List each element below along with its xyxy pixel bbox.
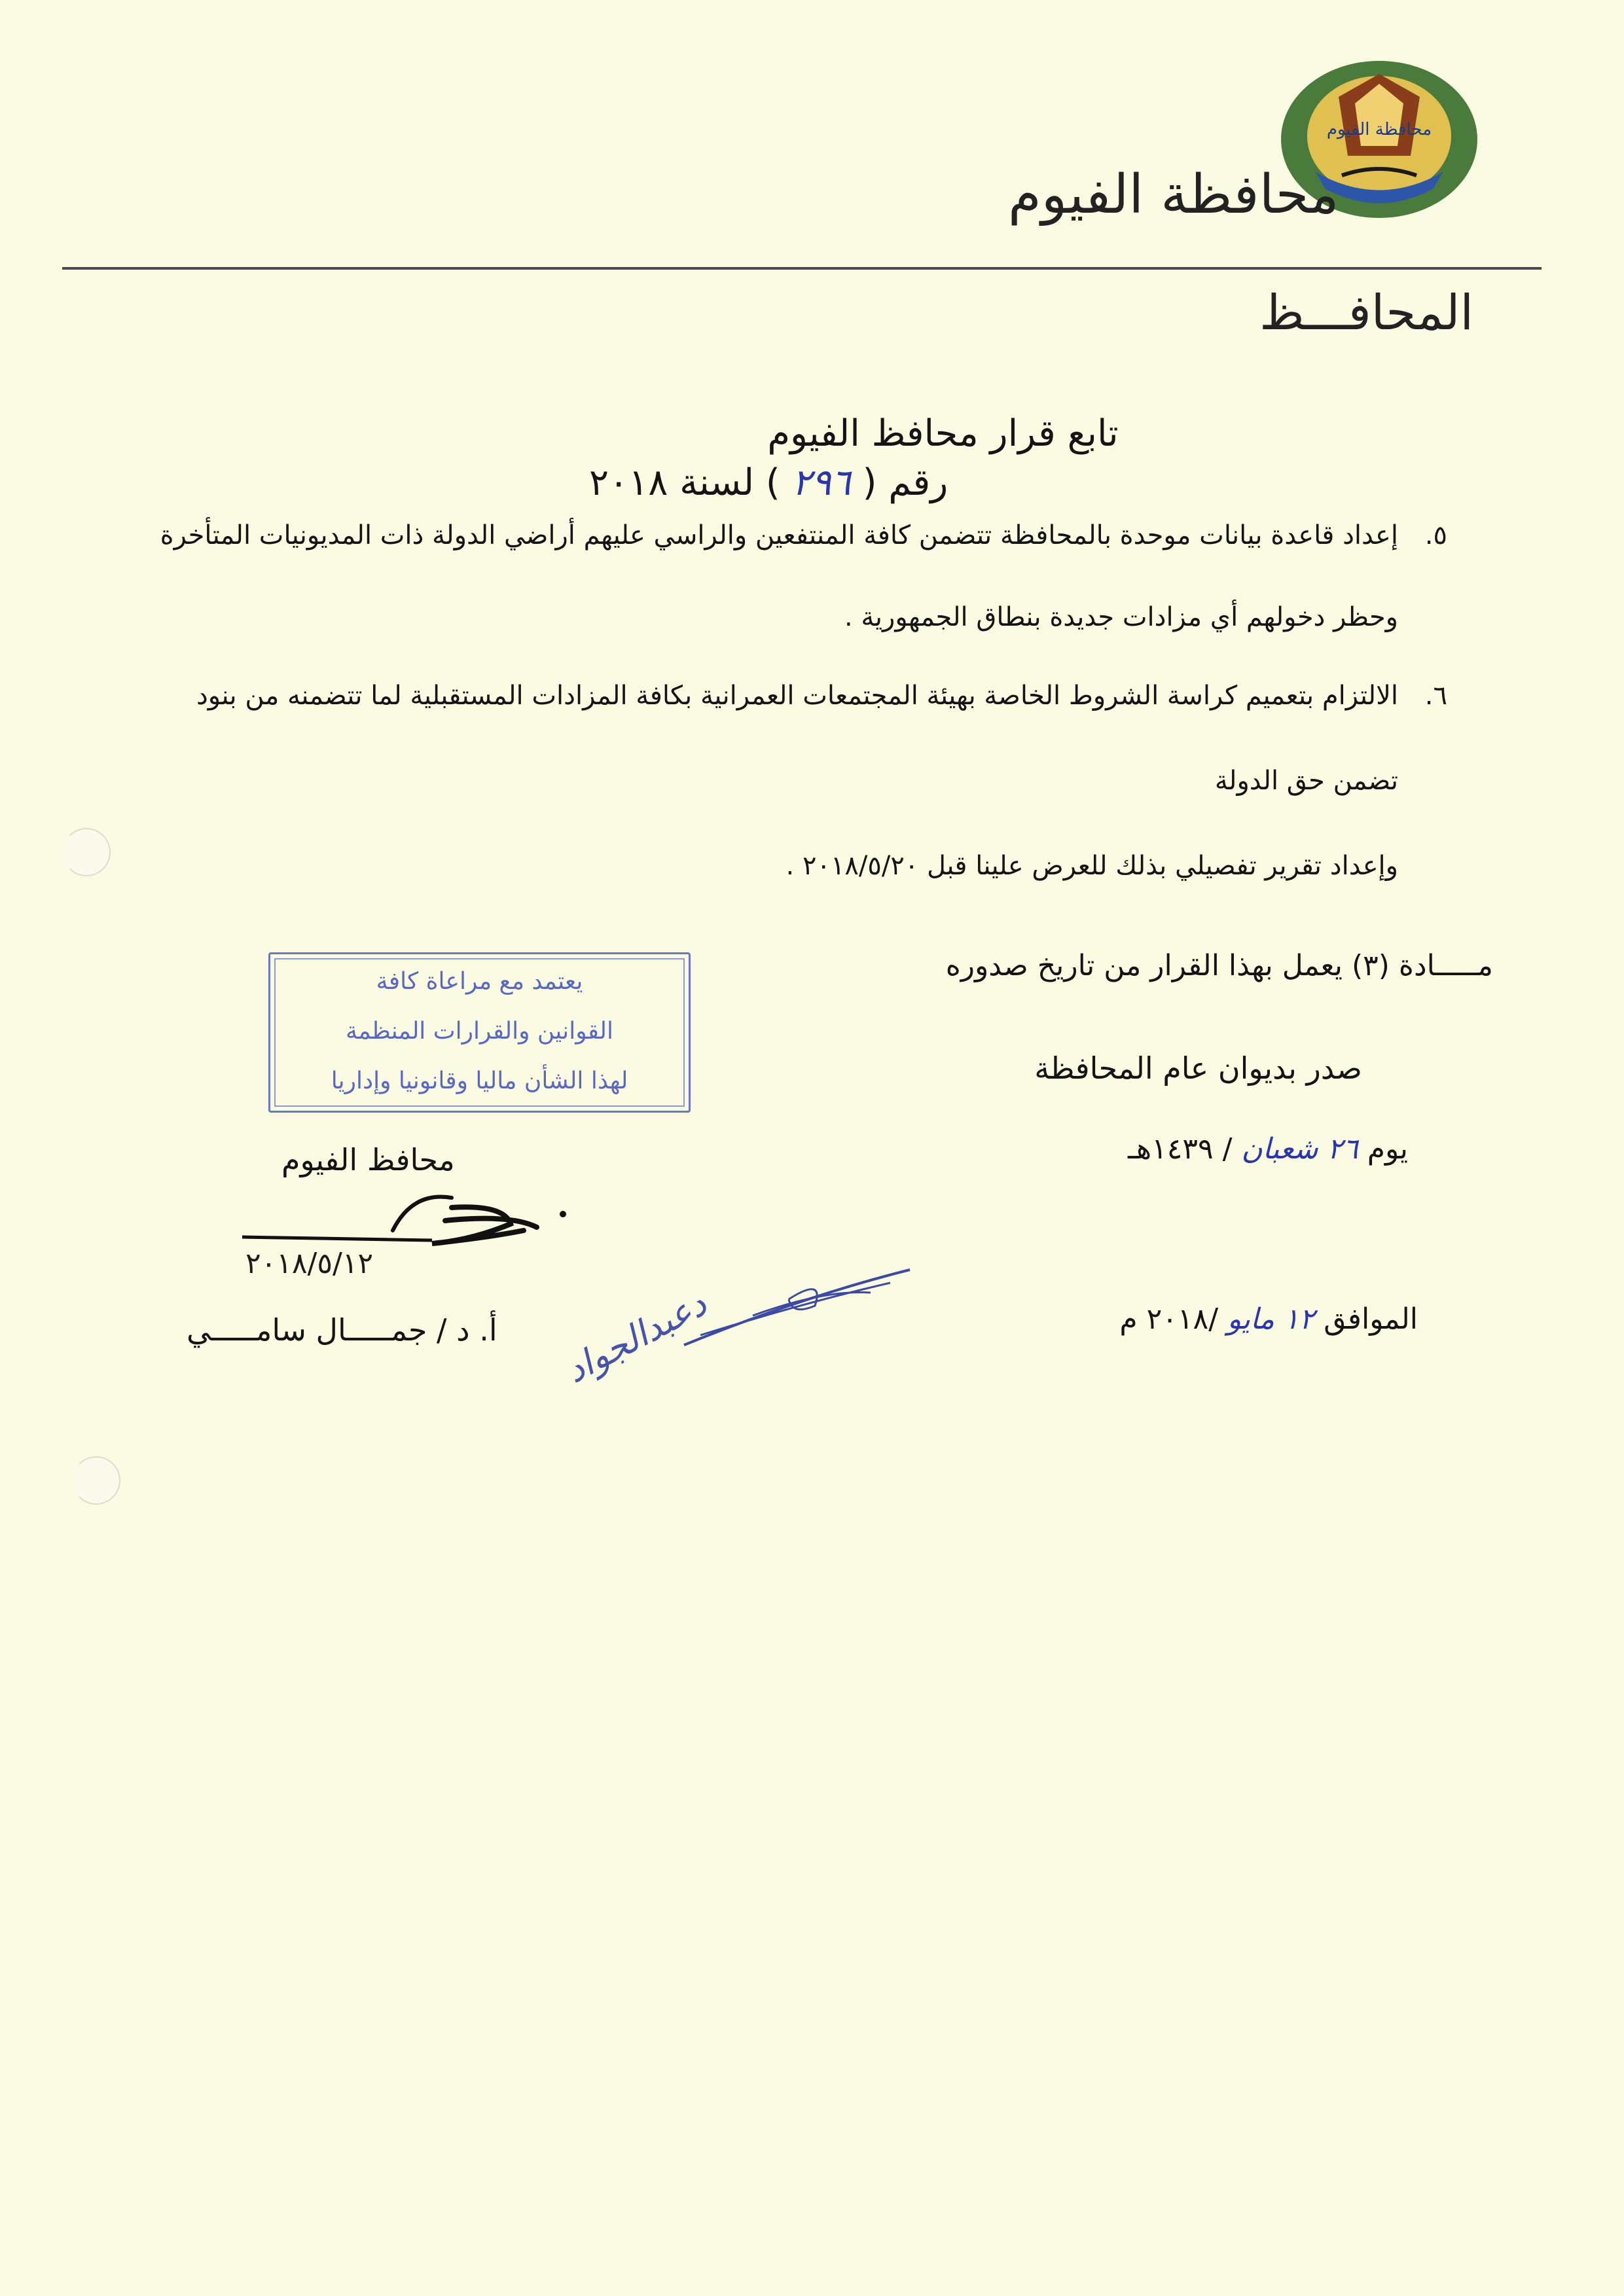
decision-title: تابع قرار محافظ الفيوم [767, 412, 1119, 455]
stamp-line: القوانين والقرارات المنظمة [346, 1018, 613, 1045]
article-3: مـــــادة (٣) يعمل بهذا القرار من تاريخ صدوره [945, 949, 1493, 982]
signatory-name: أ. د / جمـــــال سامـــــي [187, 1312, 497, 1348]
header-divider [62, 267, 1542, 270]
approval-stamp [268, 952, 691, 1113]
decision-number-value: ٢٩٦ [791, 461, 851, 504]
decision-number [589, 461, 948, 504]
item-line: الالتزام بتعميم كراسة الشروط الخاصة بهيئة المجتمعات العمرانية بكافة المزادات المستقبلية لما تتضمنه من بنود [196, 681, 1398, 711]
item-line: وإعداد تقرير تفصيلي بذلك للعرض علينا قبل ٢٠١٨/٥/٢٠ . [785, 851, 1398, 881]
office-label: المحافـــظ [1259, 285, 1473, 341]
issued-at: صدر بديوان عام المحافظة [1034, 1050, 1362, 1086]
gregorian-month: مايو [1227, 1302, 1274, 1336]
signature-date: ٢٠١٨/٥/١٢ [245, 1247, 374, 1280]
stamp-line: يعتمد مع مراعاة كافة [376, 968, 583, 995]
hijri-day: ٢٦ [1327, 1132, 1358, 1166]
decision-number-prefix: رقم ( [862, 461, 948, 504]
stamp-border [274, 958, 685, 1107]
hijri-year: / ١٤٣٩هـ [1127, 1132, 1233, 1166]
header-title: محافظة الفيوم [1008, 164, 1339, 226]
logo-text: محافظة الفيوم [1326, 120, 1432, 139]
hijri-prefix: يوم [1367, 1132, 1408, 1166]
punch-hole [72, 1456, 120, 1505]
gregorian-date [1119, 1302, 1418, 1336]
gregorian-prefix: الموافق [1324, 1302, 1418, 1336]
decision-number-suffix: ) لسنة ٢٠١٨ [589, 461, 780, 504]
item-number: ٦. [1424, 681, 1447, 711]
stamp-line: لهذا الشأن ماليا وقانونيا وإداريا [331, 1067, 628, 1094]
item-line: وحظر دخولهم أي مزادات جديدة بنطاق الجمهورية . [844, 602, 1398, 632]
punch-hole [62, 828, 111, 876]
hijri-date [1128, 1132, 1408, 1166]
hijri-month: شعبان [1241, 1132, 1318, 1166]
item-line: تضمن حق الدولة [1214, 766, 1398, 796]
signatory-title: محافظ الفيوم [281, 1142, 455, 1177]
gregorian-year: /٢٠١٨ م [1119, 1302, 1219, 1336]
reviewer-note: دعبدالجواد [558, 1282, 713, 1391]
item-number: ٥. [1424, 520, 1447, 550]
item-line: إعداد قاعدة بيانات موحدة بالمحافظة تتضمن كافة المنتفعين والراسي عليهم أراضي الدولة ذات المديونيات المتأخرة [160, 520, 1398, 550]
reviewer-signature [558, 1185, 923, 1391]
gregorian-day: ١٢ [1283, 1302, 1315, 1336]
